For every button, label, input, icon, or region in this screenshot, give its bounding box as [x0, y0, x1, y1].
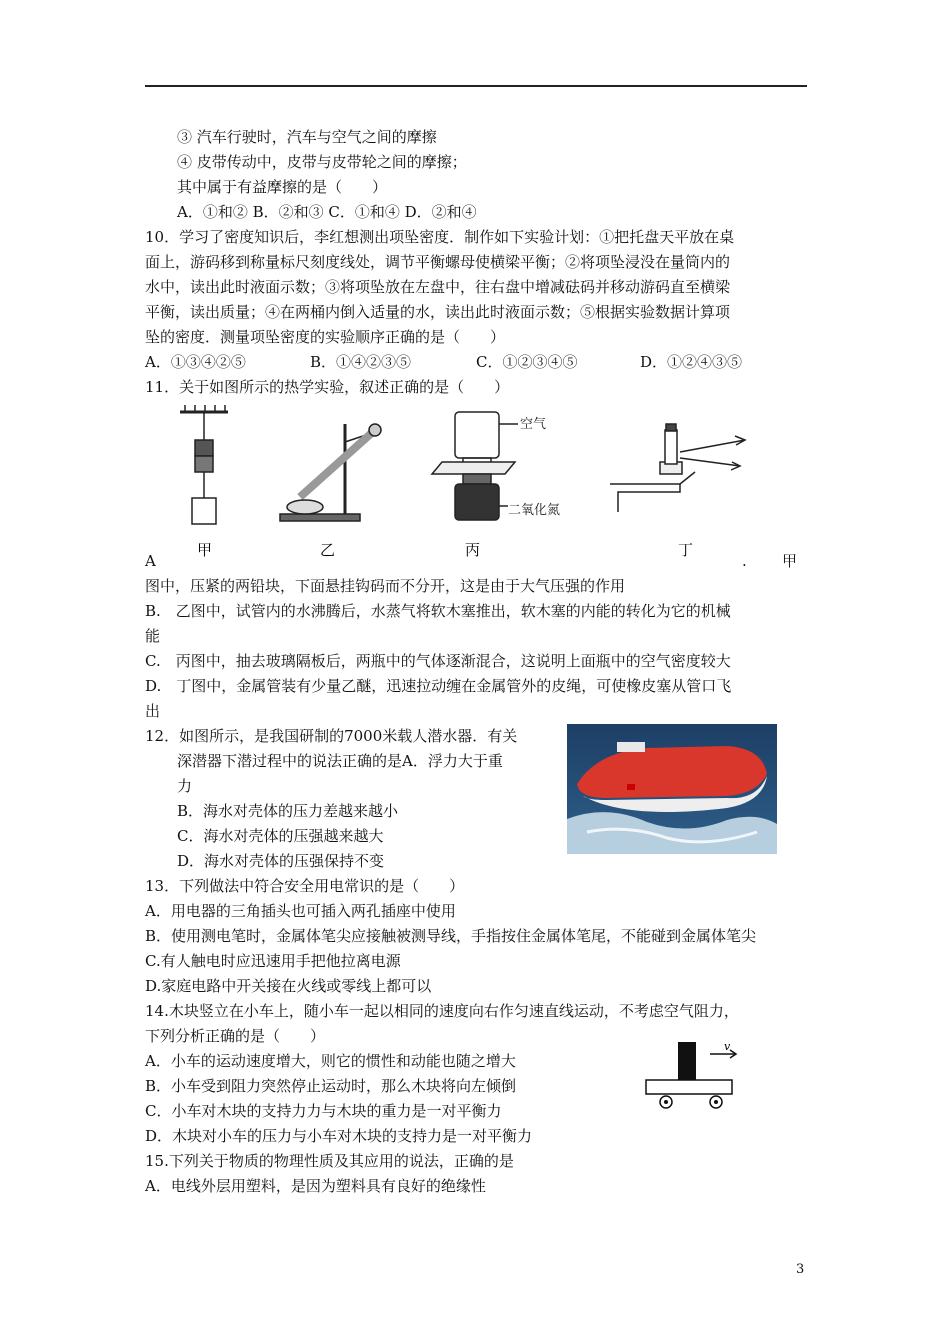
q10-line-4: 平衡，读出质量；④在两桶内倒入适量的水，读出此时液面示数；⑤根据实验数据计算项 [145, 303, 731, 321]
page-number: 3 [796, 1262, 805, 1277]
q9-stem: 其中属于有益摩擦的是（ ） [177, 178, 388, 196]
label-no2: 二氧化氮 [508, 503, 561, 518]
q10-line-2: 面上，游码移到称量标尺刻度线处，调节平衡螺母使横梁平衡；②将项坠浸没在量筒内的 [145, 253, 731, 271]
q12-option-d: D．海水对壳体的压强保持不变 [177, 852, 385, 870]
figure-ding [610, 424, 745, 512]
q12-line-3: 力 [177, 777, 193, 795]
header-rule [145, 85, 807, 87]
q14-line-1: 14.木块竖立在小车上，随小车一起以相同的速度向右作匀速直线运动，不考虑空气阻力， [145, 1002, 739, 1020]
q9-options: A．①和② B．②和③ C．①和④ D．②和④ [177, 203, 477, 221]
q13-option-c: C.有人触电时应迅速用手把他拉离电源 [145, 952, 401, 970]
q11-option-d-line-2: 出 [145, 702, 161, 720]
q13-stem: 13．下列做法中符合安全用电常识的是（ ） [145, 877, 465, 895]
q9-item-4: ④ 皮带传动中，皮带与皮带轮之间的摩擦； [177, 153, 467, 171]
q10-option-d: D．①②④③⑤ [640, 353, 743, 371]
q11-stem: 11．关于如图所示的热学实验，叙述正确的是（ ） [145, 378, 510, 396]
q10-line-5: 坠的密度．测量项坠密度的实验顺序正确的是（ ） [145, 328, 506, 346]
q11-option-a-letter: A [145, 552, 156, 570]
caption-bing: 丙 [465, 541, 481, 559]
q10-line-1: 10．学习了密度知识后，李红想测出项坠密度．制作如下实验计划：①把托盘天平放在桌 [145, 228, 735, 246]
q11-option-b-line-1: B. 乙图中，试管内的水沸腾后，水蒸气将软木塞推出，软木塞的内能的转化为它的机械 [145, 602, 731, 620]
q11-option-d-line-1: D. 丁图中，金属管装有少量乙醚，迅速拉动缠在金属管外的皮绳，可使橡皮塞从管口飞 [145, 677, 732, 695]
q11-option-a-dot: . [742, 552, 747, 570]
q13-option-a: A．用电器的三角插头也可插入两孔插座中使用 [145, 902, 456, 920]
q10-option-a: A．①③④②⑤ [145, 353, 246, 371]
q15-stem: 15.下列关于物质的物理性质及其应用的说法，正确的是 [145, 1152, 514, 1170]
q14-line-2: 下列分析正确的是（ ） [145, 1027, 326, 1045]
q14-option-c: C．小车对木块的支持力力与木块的重力是一对平衡力 [145, 1102, 502, 1120]
caption-yi: 乙 [320, 541, 336, 559]
q12-line-2: 深潜器下潜过程中的说法正确的是A．浮力大于重 [177, 752, 503, 770]
q13-option-d: D.家庭电路中开关接在火线或零线上都可以 [145, 977, 432, 995]
q11-option-a-jia: 甲 [782, 552, 798, 570]
q10-option-b: B．①④②③⑤ [310, 353, 412, 371]
q12-option-b: B．海水对壳体的压力差越来越小 [177, 802, 399, 820]
q11-option-b-line-2: 能 [145, 627, 161, 645]
q10-line-3: 水中，读出此时液面示数；③将项坠放在左盘中，往右盘中增减砝码并移动游码直至横梁 [145, 278, 731, 296]
q11-option-a-text: 图中，压紧的两铅块，下面悬挂钩码而不分开，这是由于大气压强的作用 [145, 577, 626, 595]
velocity-label: v [724, 1040, 731, 1053]
q14-option-a: A．小车的运动速度增大，则它的惯性和动能也随之增大 [145, 1052, 516, 1070]
label-air: 空气 [520, 417, 547, 432]
figure-yi [280, 424, 381, 521]
figure-bing [432, 412, 518, 520]
q13-option-b: B．使用测电笔时，金属体笔尖应接触被测导线，手指按住金属体笔尾，不能碰到金属体笔尖 [145, 927, 757, 945]
q12-line-1: 12．如图所示，是我国研制的7000米载人潜水器．有关 [145, 727, 518, 745]
q15-option-a: A．电线外层用塑料，是因为塑料具有良好的绝缘性 [145, 1177, 486, 1195]
q12-option-c: C．海水对壳体的压强越来越大 [177, 827, 384, 845]
q14-option-d: D．木块对小车的压力与小车对木块的支持力是一对平衡力 [145, 1127, 533, 1145]
cart-figure [640, 1038, 740, 1114]
caption-ding: 丁 [678, 541, 694, 559]
q11-figure [160, 402, 760, 567]
submersible-photo [567, 724, 777, 854]
figure-jia [180, 405, 228, 524]
q9-item-3: ③ 汽车行驶时，汽车与空气之间的摩擦 [177, 128, 437, 146]
q11-option-c: C. 丙图中，抽去玻璃隔板后，两瓶中的气体逐渐混合，这说明上面瓶中的空气密度较大 [145, 652, 731, 670]
caption-jia: 甲 [197, 541, 213, 559]
q14-option-b: B．小车受到阻力突然停止运动时，那么木块将向左倾倒 [145, 1077, 517, 1095]
q10-option-c: C．①②③④⑤ [476, 353, 578, 371]
